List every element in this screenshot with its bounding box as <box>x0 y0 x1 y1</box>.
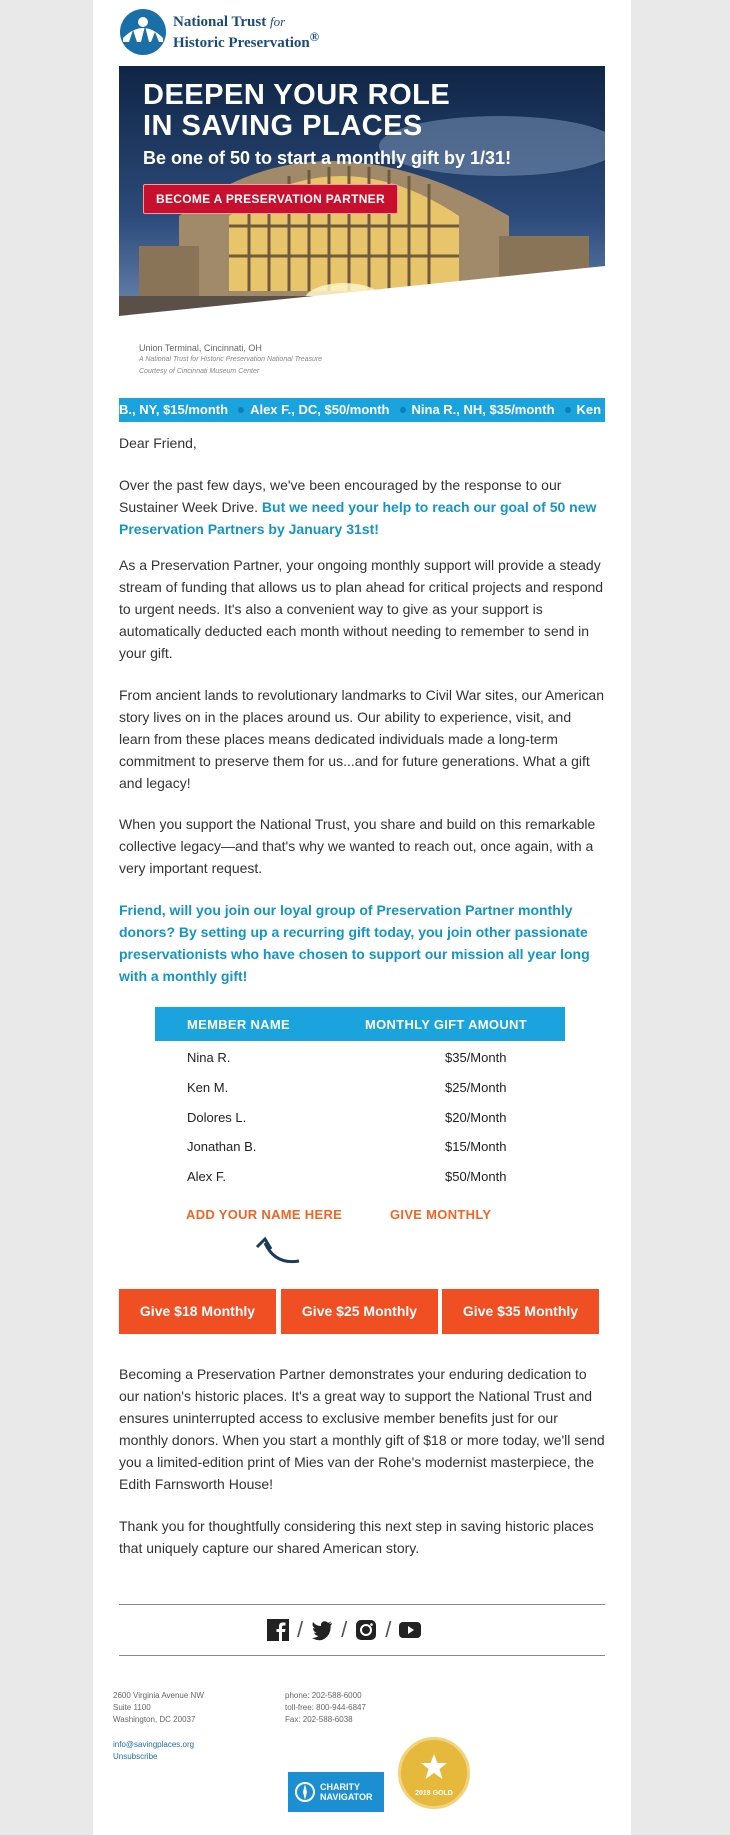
compass-icon <box>294 1781 316 1803</box>
email-body <box>93 0 631 1835</box>
footer-contact: phone: 202-588-6000 toll-free: 800-944-6847 Fax: 202-588-6038 <box>285 1691 366 1724</box>
curved-arrow-icon <box>253 1235 303 1267</box>
ticker-dot-icon <box>565 407 571 413</box>
guidestar-gold-seal[interactable]: 2018 GOLD <box>398 1737 470 1809</box>
give-18-monthly-button[interactable]: Give $18 Monthly <box>119 1289 276 1334</box>
hero-title: DEEPEN YOUR ROLE IN SAVING PLACES <box>143 79 451 142</box>
table-row: Alex F. $50/Month <box>187 1169 507 1184</box>
paragraph-3: From ancient lands to revolutionary landmarks to Civil War sites, our American story lives on in the places around us. Our ability to experience, visit, and learn from these places means dedicated individuals made a long-term commitment to preserve them for us...and for future generations. What a gift and legacy! <box>119 687 604 791</box>
hero-banner[interactable] <box>119 66 605 386</box>
table-row: Ken M. $25/Month <box>187 1080 507 1095</box>
col-monthly-gift: MONTHLY GIFT AMOUNT <box>365 1017 527 1032</box>
org-name: National Trust for Historic Preservation® <box>173 13 320 51</box>
hero-caption: Union Terminal, Cincinnati, OH A National Trust for Historic Preservation National Treasure Courtesy of Cincinnati Museum Center <box>139 343 323 375</box>
hero-subtitle: Be one of 50 to start a monthly gift by 1/31! <box>143 148 512 168</box>
add-your-name-link[interactable]: ADD YOUR NAME HERE <box>186 1207 343 1222</box>
give-monthly-link[interactable]: GIVE MONTHLY <box>390 1207 492 1222</box>
col-member-name: MEMBER NAME <box>187 1017 290 1032</box>
star-icon <box>419 1752 449 1782</box>
members-table-header <box>155 1007 565 1041</box>
donor-ticker <box>119 398 605 422</box>
ticker-item: Nina R., NH, $35/month <box>411 402 555 417</box>
give-25-monthly-button[interactable]: Give $25 Monthly <box>281 1289 438 1334</box>
org-logo[interactable] <box>119 6 319 58</box>
paragraph-ask: Friend, will you join our loyal group of Preservation Partner monthly donors? By setting up a recurring gift today, you join other passionate preservationists who have chosen to support our mission all year long with a monthly gift! <box>119 902 590 984</box>
give-35-monthly-button[interactable]: Give $35 Monthly <box>442 1289 599 1334</box>
table-row: Dolores L. $20/Month <box>187 1110 507 1125</box>
email-link[interactable]: info@savingplaces.org <box>113 1740 195 1749</box>
footer-address: 2600 Virginia Avenue NW Suite 1100 Washington, DC 20037 <box>113 1691 204 1724</box>
separator: / <box>385 1617 392 1642</box>
ticker-item: Alex F., DC, $50/month <box>250 402 390 417</box>
paragraph-2: As a Preservation Partner, your ongoing monthly support will provide a steady stream of funding that allows us to plan ahead for critical projects and respond to urgent needs. It's also a convenient way to give as your support is automatically deducted each month without needing to remember to send in your gift. <box>119 557 604 661</box>
become-partner-button[interactable]: BECOME A PRESERVATION PARTNER <box>143 184 398 214</box>
divider <box>119 1604 605 1605</box>
twitter-icon[interactable] <box>311 1619 333 1641</box>
logo-emblem-icon <box>119 8 167 56</box>
paragraph-4: When you support the National Trust, you share and build on this remarkable collective legacy—and that's why we wanted to reach out, once again, with a very important request. <box>119 816 596 876</box>
table-row: Jonathan B. $15/Month <box>187 1139 507 1154</box>
social-links <box>267 1617 421 1643</box>
paragraph-benefits: Becoming a Preservation Partner demonstrates your enduring dedication to our nation's historic places. It's a great way to support the National Trust and ensures uninterrupted access to exclusive member benefits just for our monthly donors. When you start a monthly gift of $18 or more today, we'll send you a limited-edition print of Mies van der Rohe's modernist masterpiece, the Edith Farnsworth House! <box>119 1366 605 1492</box>
ticker-dot-icon <box>400 407 406 413</box>
paragraph-1: Over the past few days, we've been encouraged by the response to our Sustainer Week Drive. But we need your help to reach our goal of 50 new Preservation Partners by January 31st! <box>119 477 597 537</box>
paragraph-thanks: Thank you for thoughtfully considering this next step in saving historic places that uniquely capture our shared American story. <box>119 1518 594 1556</box>
separator: / <box>341 1617 348 1642</box>
footer-links <box>113 1739 194 1763</box>
greeting: Dear Friend, <box>119 435 197 451</box>
ticker-dot-icon <box>238 407 244 413</box>
separator: / <box>297 1617 304 1642</box>
unsubscribe-link[interactable]: Unsubscribe <box>113 1752 158 1761</box>
youtube-icon[interactable] <box>399 1619 421 1641</box>
facebook-icon[interactable] <box>267 1619 289 1641</box>
ticker-item: B., NY, $15/month <box>119 402 229 417</box>
instagram-icon[interactable] <box>355 1619 377 1641</box>
divider <box>119 1655 605 1656</box>
table-row: Nina R. $35/Month <box>187 1050 507 1065</box>
ticker-item: Ken <box>576 402 602 417</box>
charity-navigator-badge[interactable]: CHARITY NAVIGATOR <box>288 1772 384 1812</box>
